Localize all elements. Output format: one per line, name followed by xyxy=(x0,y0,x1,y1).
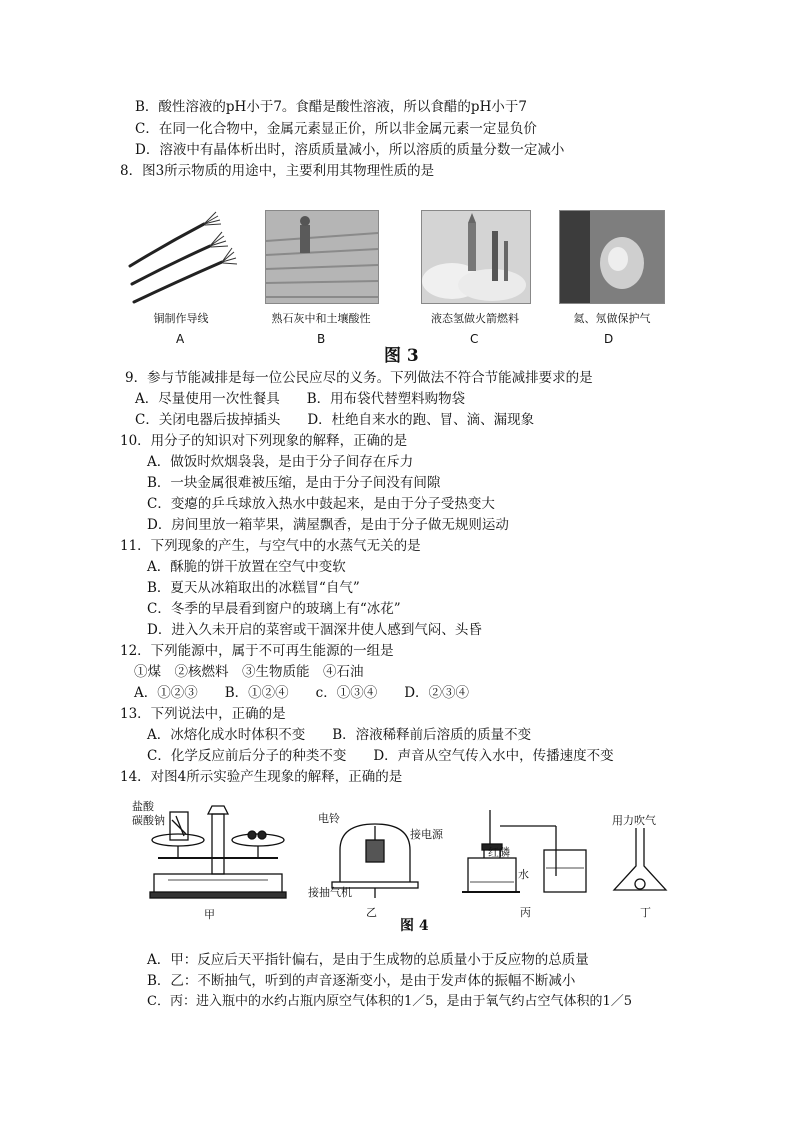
q13-options-row2: C．化学反应前后分子的种类不变 D．声音从空气传入水中，传播速度不变 xyxy=(147,748,614,764)
rocket-launch-photo xyxy=(421,210,531,304)
q7-option-d: D．溶液中有晶体析出时，溶质质量减小，所以溶质的质量分数一定减小 xyxy=(135,142,565,158)
fig3-caption-d: 氦、氖做保护气 xyxy=(573,312,651,325)
phosphorus-flask-diagram xyxy=(460,806,600,896)
q7-option-b: B．酸性溶液的pH小于7。食醋是酸性溶液，所以食醋的pH小于7 xyxy=(135,99,527,115)
q9-options-row2: C．关闭电器后拔掉插头 D．杜绝自来水的跑、冒、滴、漏现象 xyxy=(135,412,535,428)
q7-option-c: C．在同一化合物中，金属元素显正价，所以非金属元素一定显负价 xyxy=(135,121,537,137)
q13-options-row1: A．冰熔化成水时体积不变 B．溶液稀释前后溶质的质量不变 xyxy=(147,727,532,743)
fig3-letter-a: A xyxy=(176,332,185,346)
panel-bing-label: 丙 xyxy=(520,906,531,919)
q12-energy-list: ①煤 ②核燃料 ③生物质能 ④石油 xyxy=(134,664,364,680)
q14-stem: 14．对图4所示实验产生现象的解释，正确的是 xyxy=(120,769,403,785)
label-hydrochloric-acid: 盐酸 xyxy=(132,800,154,813)
q10-option-c: C．变瘪的乒乓球放入热水中鼓起来，是由于分子受热变大 xyxy=(147,496,495,512)
q14-option-c: C．丙：进入瓶中的水约占瓶内原空气体积的1／5，是由于氧气约占空气体积的1／5 xyxy=(147,994,633,1009)
fig3-caption-c: 液态氢做火箭燃料 xyxy=(431,312,519,325)
panel-ding-label: 丁 xyxy=(640,906,651,919)
label-water: 水 xyxy=(518,868,529,881)
q11-option-d: D．进入久未开启的菜窖或干涸深井使人感到气闷、头昏 xyxy=(147,622,482,638)
label-power: 接电源 xyxy=(410,828,443,841)
funnel-blow-diagram xyxy=(610,826,670,896)
q9-stem: 9．参与节能减排是每一位公民应尽的义务。下列做法不符合节能减排要求的是 xyxy=(125,370,593,386)
q10-stem: 10．用分子的知识对下列现象的解释，正确的是 xyxy=(120,433,408,449)
q12-stem: 12．下列能源中，属于不可再生能源的一组是 xyxy=(120,643,394,659)
q11-option-b: B．夏天从冰箱取出的冰糕冒“自气” xyxy=(147,580,360,596)
q9-options-row1: A．尽量使用一次性餐具 B．用布袋代替塑料购物袋 xyxy=(135,391,466,407)
q14-option-b: B．乙：不断抽气，听到的声音逐渐变小，是由于发声体的振幅不断减小 xyxy=(147,973,576,989)
panel-yi-label: 乙 xyxy=(366,906,377,919)
label-sodium-carbonate: 碳酸钠 xyxy=(132,814,165,827)
lime-soil-photo xyxy=(265,210,379,304)
q12-options: A．①②③ B．①②④ c．①③④ D．②③④ xyxy=(134,685,470,701)
label-bell: 电铃 xyxy=(318,812,340,825)
label-red-phosphorus: 红磷 xyxy=(488,846,510,859)
q11-stem: 11．下列现象的产生，与空气中的水蒸气无关的是 xyxy=(120,538,421,554)
fig3-letter-d: D xyxy=(604,332,614,346)
fig3-caption-b: 熟石灰中和土壤酸性 xyxy=(271,312,371,325)
q11-option-a: A．酥脆的饼干放置在空气中变软 xyxy=(147,559,346,575)
q11-option-c: C．冬季的早晨看到窗户的玻璃上有“冰花” xyxy=(147,601,401,617)
q8-stem: 8．图3所示物质的用途中，主要利用其物理性质的是 xyxy=(120,163,435,179)
label-blow-hard: 用力吹气 xyxy=(612,814,656,827)
figure-3-title: 图 3 xyxy=(384,346,419,366)
fig3-caption-a: 铜制作导线 xyxy=(153,312,209,325)
neon-lamp-photo xyxy=(559,210,665,304)
figure-4-title: 图 4 xyxy=(400,918,429,934)
fig3-letter-c: C xyxy=(470,332,479,346)
q14-option-a: A．甲：反应后天平指针偏右，是由于生成物的总质量小于反应物的总质量 xyxy=(147,952,589,968)
panel-jia-label: 甲 xyxy=(204,908,215,921)
fig3-letter-b: B xyxy=(317,332,326,346)
q10-option-d: D．房间里放一箱苹果，满屋飘香，是由于分子做无规则运动 xyxy=(147,517,509,533)
balance-diagram xyxy=(148,800,288,900)
copper-wire-image xyxy=(126,210,238,306)
q10-option-a: A．做饭时炊烟袅袅，是由于分子间存在斥力 xyxy=(147,454,414,470)
label-vacuum-pump: 接抽气机 xyxy=(308,886,352,899)
q13-stem: 13．下列说法中，正确的是 xyxy=(120,706,286,722)
q10-option-b: B．一块金属很难被压缩，是由于分子间没有间隙 xyxy=(147,475,441,491)
